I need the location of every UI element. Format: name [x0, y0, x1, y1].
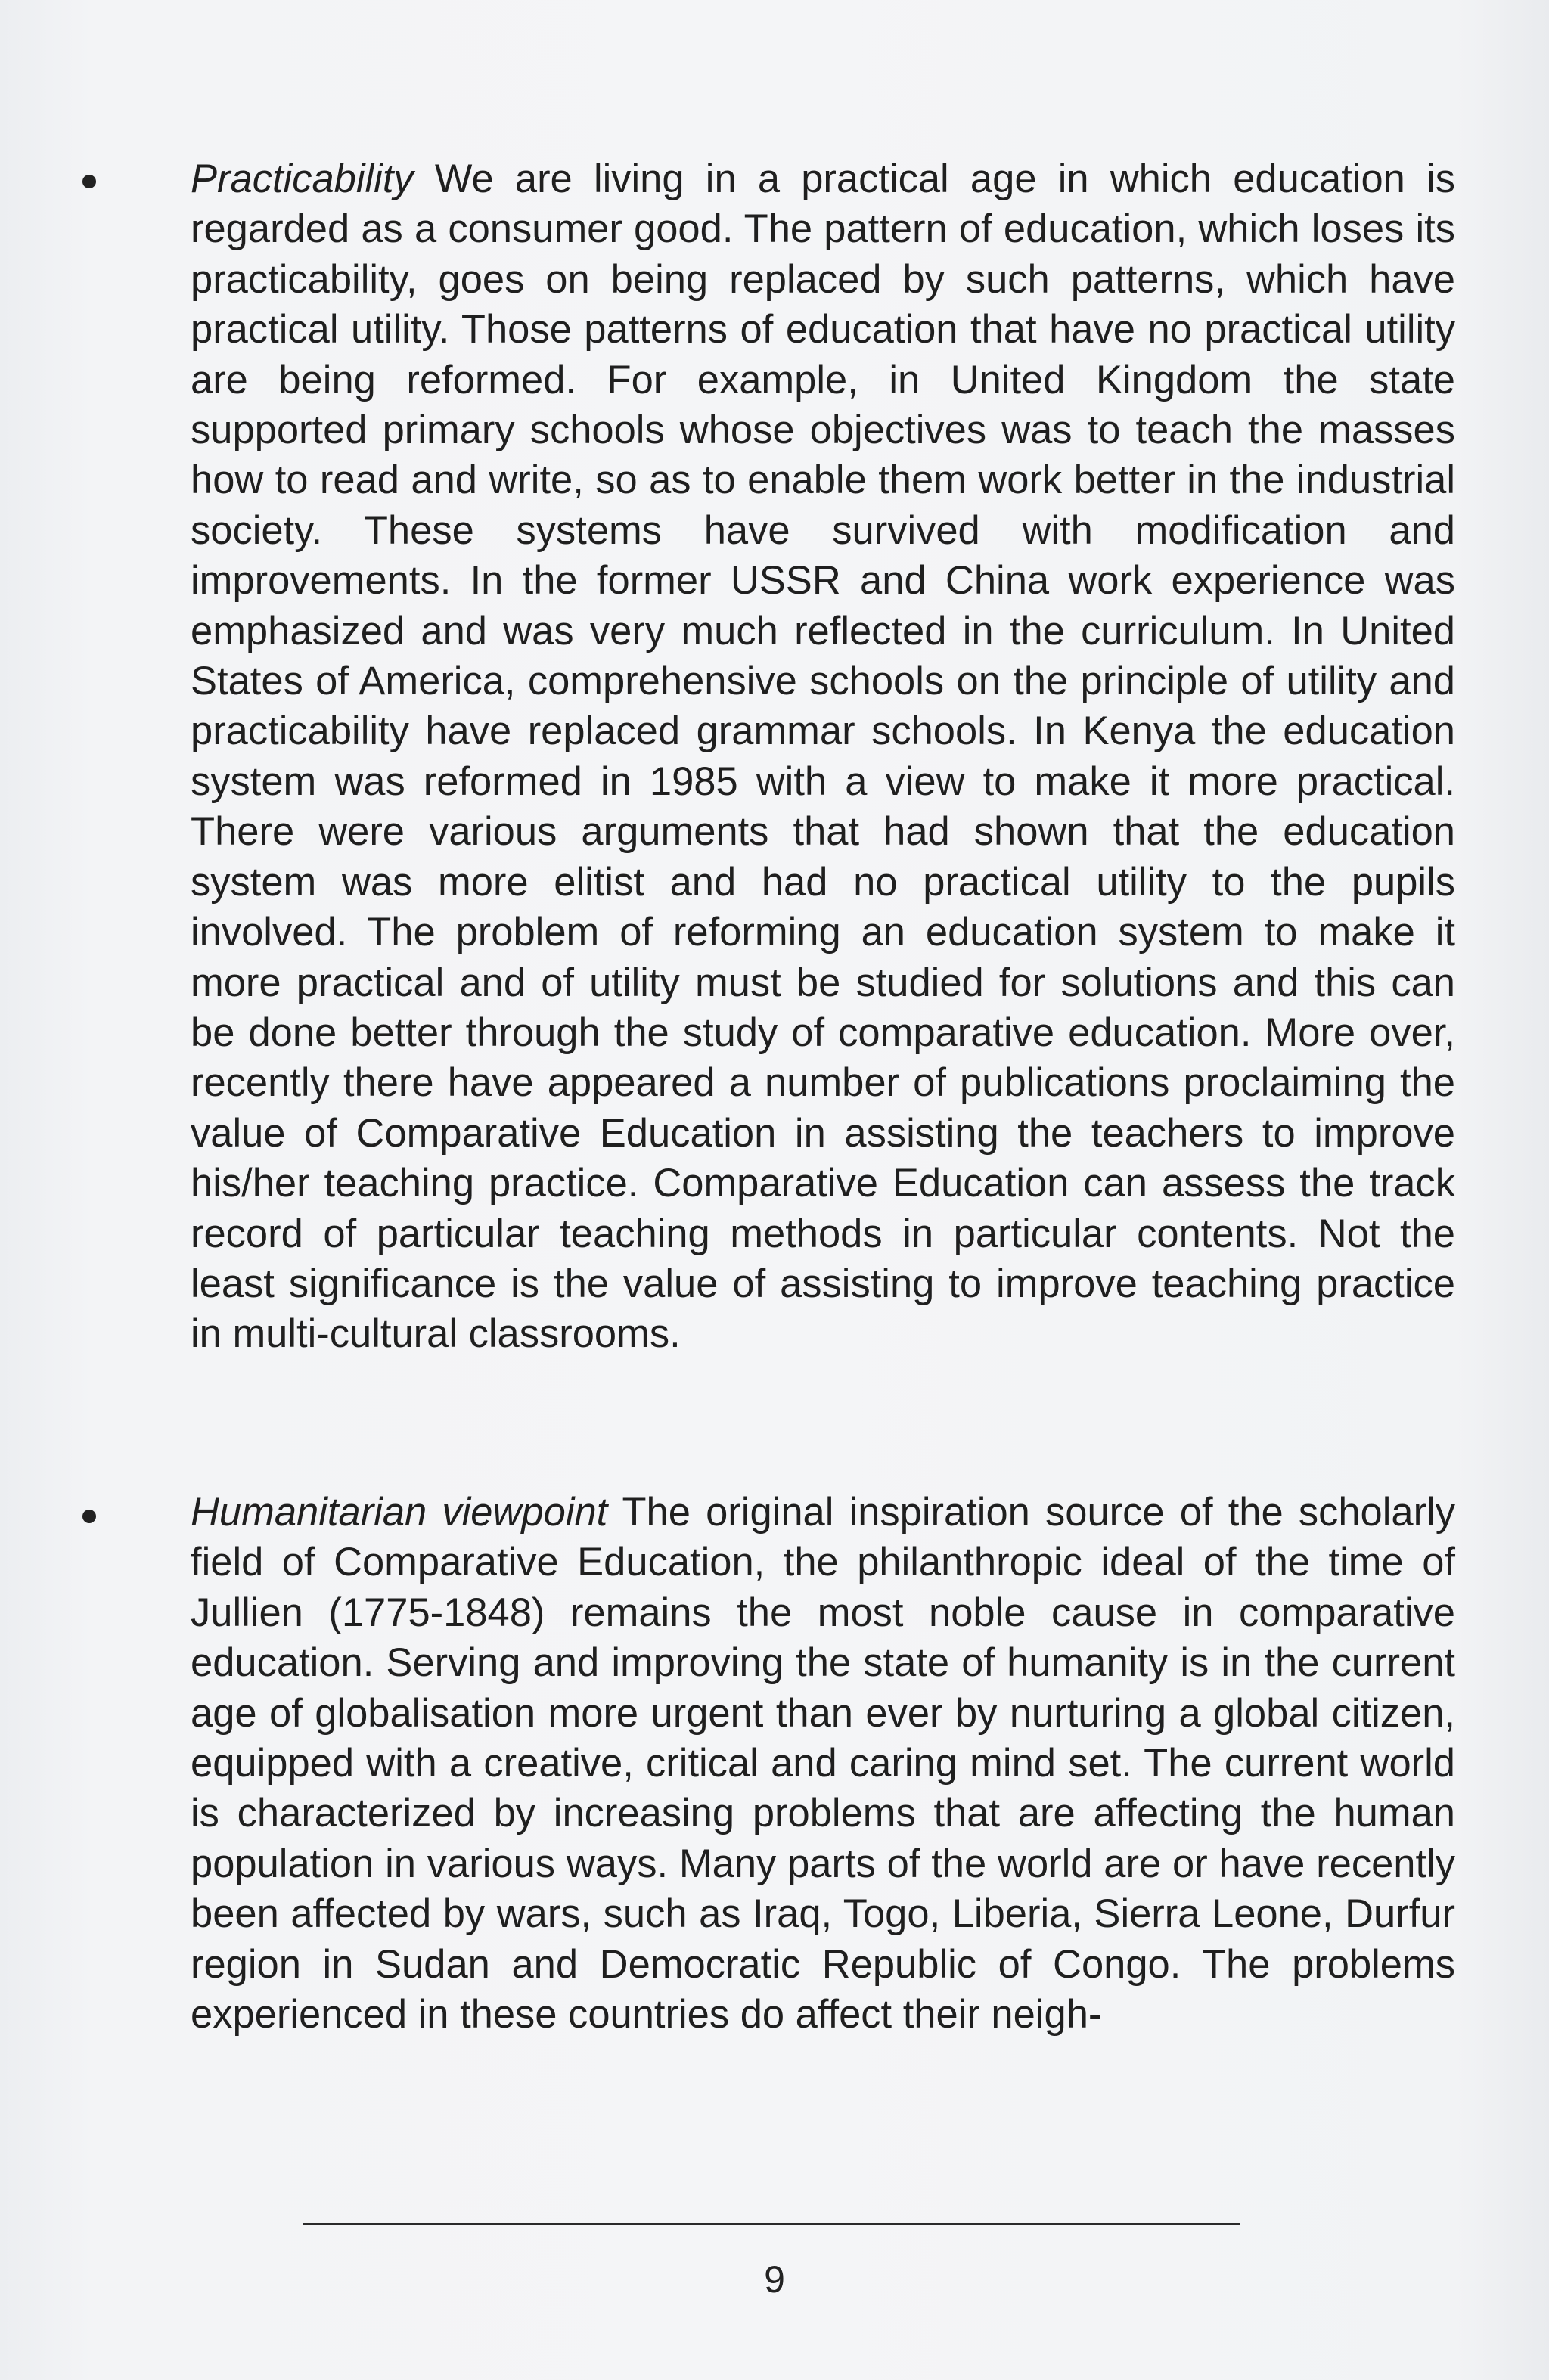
footer-divider	[303, 2223, 1240, 2225]
lead-term: Practicability	[191, 157, 414, 201]
paragraph-text: We are living in a practical age in which education is regarded as a consumer good. The pattern of education, which loses its practicability, goes on being replaced by such patterns, which have practical utility. Those patterns of education that have no practical utility are being reformed. For example, in United Kingdom the state supported primary schools whose objectives was to teach the masses how to read and write, so as to enable them work better in the industrial society. These systems have survived with modification and improvements. In the former USSR and China work experience was emphasized and was very much reflected in the curriculum. In United States of America, comprehensive schools on the principle of utility and practicability have replaced grammar schools. In Kenya the education system was reformed in 1985 with a view to make it more practical. There were various arguments that had shown that the education system was more elitist and had no practical utility to the pupils involved. The problem of reforming an education system to make it more practical and of utility must be studied for solutions and this can be done better through the study of comparative education. More over, recently there have appeared a number of publications proclaiming the value of Comparative Education in assisting the teachers to improve his/her teaching practice. Comparative Education can assess the track record of particular teaching methods in particular contents. Not the least significance is the value of assisting to improve teaching practice in multi-cultural classrooms.	[191, 157, 1455, 1357]
lead-term: Humanitarian viewpoint	[191, 1490, 608, 1534]
paragraph-text: The original inspiration source of the scholarly field of Comparative Education, the philanthropic ideal of the time of Jullien (1775-1848) remains the most noble cause in comparative education. Serving and improving the state of humanity is in the current age of globalisation more urgent than ever by nurturing a global citizen, equipped with a creative, critical and caring mind set. The current world is characterized by increasing problems that are affecting the human population in various ways. Many parts of the world are or have recently been affected by wars, such as Iraq, Togo, Liberia, Sierra Leone, Durfur region in Sudan and Democratic Republic of Congo. The problems experienced in these countries do affect their neigh-	[191, 1490, 1455, 2037]
bullet-icon	[82, 175, 96, 188]
page-number: 9	[764, 2258, 785, 2301]
paragraph-practicability	[191, 154, 1455, 1360]
paragraph-humanitarian	[191, 1488, 1455, 2040]
bullet-icon	[82, 1510, 96, 1523]
